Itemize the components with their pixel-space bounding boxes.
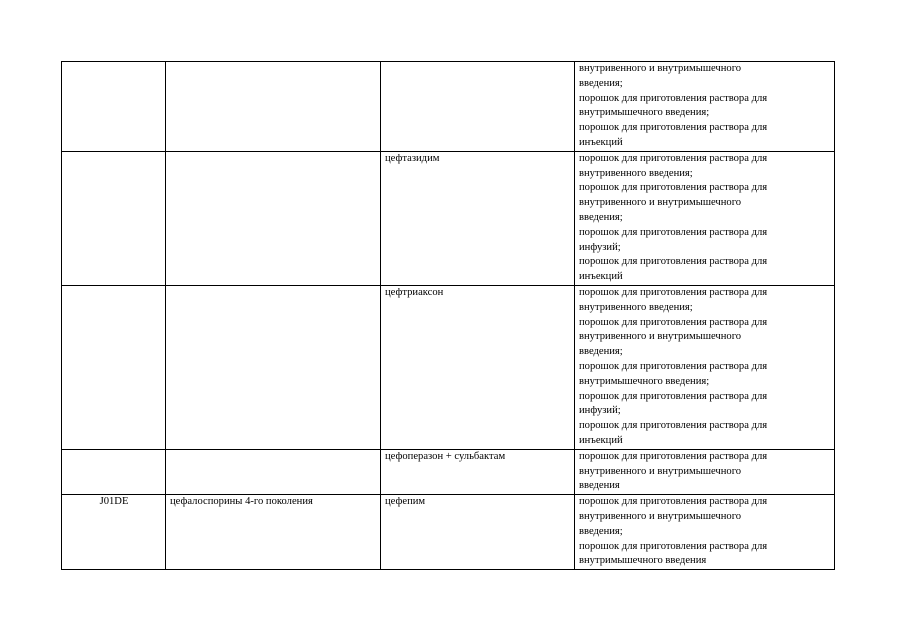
atc-code-cell bbox=[62, 62, 166, 152]
dosage-form-line: введения; bbox=[579, 77, 623, 89]
drug-name-cell: цефепим bbox=[381, 495, 575, 570]
drug-name-cell: цефоперазон + сульбактам bbox=[381, 449, 575, 494]
dosage-form-line: инфузий; bbox=[579, 241, 621, 253]
dosage-form-line: введения; bbox=[579, 211, 623, 223]
table-row bbox=[62, 151, 835, 285]
dosage-form-line: внутримышечного введения bbox=[579, 555, 707, 567]
drug-name-cell: цефтазидим bbox=[381, 151, 575, 285]
dosage-form-cell bbox=[575, 495, 835, 570]
dosage-form-line: введения bbox=[579, 480, 620, 492]
drug-name-cell bbox=[381, 62, 575, 152]
drug-group-cell bbox=[166, 449, 381, 494]
dosage-form-line: введения; bbox=[579, 346, 623, 358]
dosage-form-line: инъекций bbox=[579, 271, 623, 283]
dosage-form-cell bbox=[575, 151, 835, 285]
dosage-form-line: порошок для приготовления раствора для bbox=[579, 316, 768, 328]
dosage-form-cell bbox=[575, 449, 835, 494]
dosage-form-cell bbox=[575, 62, 835, 152]
drug-group-cell bbox=[166, 151, 381, 285]
dosage-form-line: внутривенного и внутримышечного bbox=[579, 331, 742, 343]
dosage-form-line: инъекций bbox=[579, 434, 623, 446]
dosage-form-line: внутривенного и внутримышечного bbox=[579, 197, 742, 209]
dosage-form-cell bbox=[575, 285, 835, 449]
dosage-form-line: порошок для приготовления раствора для bbox=[579, 92, 768, 104]
dosage-form-line: порошок для приготовления раствора для bbox=[579, 182, 768, 194]
dosage-form-line: внутривенного введения; bbox=[579, 301, 693, 313]
dosage-form-line: внутривенного и внутримышечного bbox=[579, 465, 742, 477]
drug-group-cell bbox=[166, 285, 381, 449]
atc-code-cell bbox=[62, 151, 166, 285]
dosage-form-line: порошок для приготовления раствора для bbox=[579, 390, 768, 402]
dosage-form-line: внутримышечного введения; bbox=[579, 107, 710, 119]
drug-name-cell: цефтриаксон bbox=[381, 285, 575, 449]
drug-table-body bbox=[62, 62, 835, 570]
dosage-form-line: инъекций bbox=[579, 136, 623, 148]
table-row bbox=[62, 62, 835, 152]
dosage-form-line: порошок для приготовления раствора для bbox=[579, 496, 768, 508]
dosage-form-line: порошок для приготовления раствора для bbox=[579, 122, 768, 134]
dosage-form-line: внутривенного введения; bbox=[579, 167, 693, 179]
dosage-form-line: порошок для приготовления раствора для bbox=[579, 286, 768, 298]
dosage-form-line: порошок для приготовления раствора для bbox=[579, 420, 768, 432]
dosage-form-line: порошок для приготовления раствора для bbox=[579, 226, 768, 238]
dosage-form-line: порошок для приготовления раствора для bbox=[579, 540, 768, 552]
dosage-form-line: внутримышечного введения; bbox=[579, 375, 710, 387]
table-row bbox=[62, 449, 835, 494]
drug-group-cell bbox=[166, 62, 381, 152]
dosage-form-line: порошок для приготовления раствора для bbox=[579, 450, 768, 462]
table-row bbox=[62, 285, 835, 449]
dosage-form-line: внутривенного и внутримышечного bbox=[579, 510, 742, 522]
drug-group-cell: цефалоспорины 4-го поколения bbox=[166, 495, 381, 570]
table-row bbox=[62, 495, 835, 570]
dosage-form-line: порошок для приготовления раствора для bbox=[579, 256, 768, 268]
dosage-form-line: введения; bbox=[579, 525, 623, 537]
atc-code-cell bbox=[62, 285, 166, 449]
atc-code-cell bbox=[62, 449, 166, 494]
dosage-form-line: порошок для приготовления раствора для bbox=[579, 360, 768, 372]
dosage-form-line: инфузий; bbox=[579, 405, 621, 417]
dosage-form-line: порошок для приготовления раствора для bbox=[579, 152, 768, 164]
drug-table bbox=[61, 61, 835, 570]
dosage-form-line: внутривенного и внутримышечного bbox=[579, 63, 742, 74]
atc-code-cell: J01DE bbox=[62, 495, 166, 570]
